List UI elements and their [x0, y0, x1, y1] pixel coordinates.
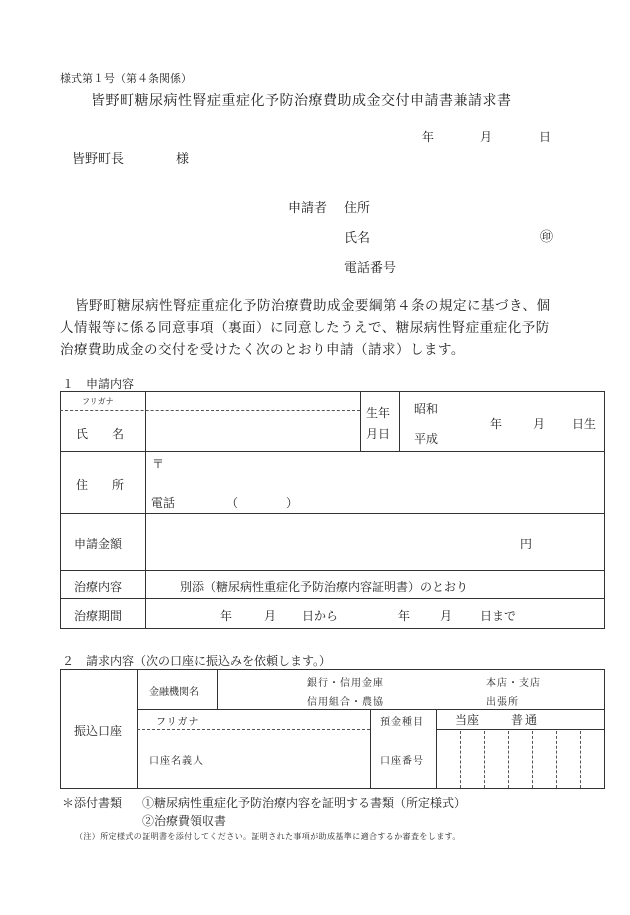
address-label: 住 所 — [76, 478, 125, 492]
page-title: 皆野町糖尿病性腎症重症化予防治療費助成金交付申請書兼請求書 — [91, 93, 512, 109]
paragraph-line: 人情報等に係る同意事項（裏面）に同意したうえで、糖尿病性腎症重症化予防 — [60, 320, 550, 336]
birth-month-label: 月 — [533, 417, 546, 431]
phone-paren-close: ） — [286, 496, 299, 510]
name-label: 氏 名 — [76, 427, 125, 441]
period-from-year: 年 — [220, 609, 233, 623]
footnote: （注）所定様式の証明書を添付してください。証明された事項が助成基準に適合するか審査をします。 — [75, 832, 461, 841]
era-heisei-option[interactable]: 平成 — [414, 432, 439, 446]
transfer-account-label: 振込口座 — [74, 724, 123, 738]
birth-label-top: 生年 — [366, 406, 391, 420]
applicant-address-label: 住所 — [344, 201, 371, 216]
attachment-item-2: ②治療費領収書 — [142, 814, 227, 828]
consent-paragraph — [60, 295, 600, 361]
account-furigana-label: フリガナ — [156, 717, 200, 728]
furigana-label: フリガナ — [82, 397, 114, 406]
birth-day-label: 日生 — [572, 417, 597, 431]
deposit-option-savings[interactable]: 普通 — [511, 713, 540, 727]
bank-name-input[interactable] — [222, 672, 302, 706]
account-holder-label: 口座名義人 — [149, 756, 204, 767]
era-showa-option[interactable]: 昭和 — [414, 402, 439, 416]
applicant-name-label: 氏名 — [344, 231, 371, 246]
attachment-item-1: ①糖尿病性重症化予防治療内容を証明する書類（所定様式） — [142, 796, 467, 810]
phone-label: 電話 — [151, 496, 176, 510]
period-label: 治療期間 — [74, 609, 123, 623]
form-number: 様式第１号（第４条関係） — [60, 72, 192, 85]
applicant-label: 申請者 — [288, 201, 328, 216]
addressee-name: 皆野町長 — [72, 152, 125, 167]
account-number-input[interactable] — [438, 731, 603, 787]
period-from-day: 日から — [302, 609, 339, 623]
treatment-value: 別添（糖尿病性重症化予防治療内容証明書）のとおり — [180, 580, 469, 594]
paragraph-line: 皆野町糖尿病性腎症重症化予防治療費助成金要綱第４条の規定に基づき、個 — [75, 298, 551, 314]
period-to-year: 年 — [398, 609, 411, 623]
postal-mark: 〒 — [152, 457, 165, 471]
account-furigana-input[interactable] — [222, 711, 367, 727]
paragraph-line: 治療費助成金の交付を受けたく次のとおり申請（請求）します。 — [60, 342, 465, 358]
addressee-honorific: 様 — [176, 152, 190, 167]
attachments-label: ＊添付書類 — [62, 796, 123, 810]
date-month-label: 月 — [480, 130, 493, 144]
deposit-type-label: 預金種目 — [380, 717, 424, 728]
period-from-month: 月 — [264, 609, 277, 623]
account-number-label: 口座番号 — [380, 756, 424, 767]
birth-year-label: 年 — [490, 417, 503, 431]
branch-type-option-2[interactable]: 出張所 — [486, 697, 519, 708]
date-day-label: 日 — [539, 130, 552, 144]
amount-label: 申請金額 — [74, 537, 123, 551]
section2-heading: ２ 請求内容（次の口座に振込みを依頼します。） — [62, 654, 332, 668]
branch-type-option-1[interactable]: 本店・支店 — [486, 678, 541, 689]
period-to-day: 日まで — [480, 609, 517, 623]
bank-type-option-1[interactable]: 銀行・信用金庫 — [307, 678, 384, 689]
birth-label-bottom: 月日 — [366, 427, 391, 441]
date-year-label: 年 — [422, 130, 435, 144]
seal-mark: ㊞ — [540, 230, 554, 245]
applicant-phone-label: 電話番号 — [344, 261, 397, 276]
account-holder-input[interactable] — [222, 733, 367, 785]
period-to-month: 月 — [440, 609, 453, 623]
name-input[interactable] — [150, 414, 355, 448]
treatment-label: 治療内容 — [74, 580, 123, 594]
phone-input[interactable] — [190, 490, 300, 510]
address-input[interactable] — [168, 455, 598, 485]
deposit-option-checking[interactable]: 当座 — [455, 713, 480, 727]
furigana-input[interactable] — [150, 393, 355, 408]
section1-heading: １ 申請内容 — [62, 377, 135, 391]
amount-unit: 円 — [520, 537, 533, 551]
bank-type-option-2[interactable]: 信用組合・農協 — [307, 697, 384, 708]
phone-paren-open: （ — [226, 496, 239, 510]
amount-input[interactable] — [150, 517, 510, 565]
bank-name-label: 金融機関名 — [149, 687, 199, 698]
